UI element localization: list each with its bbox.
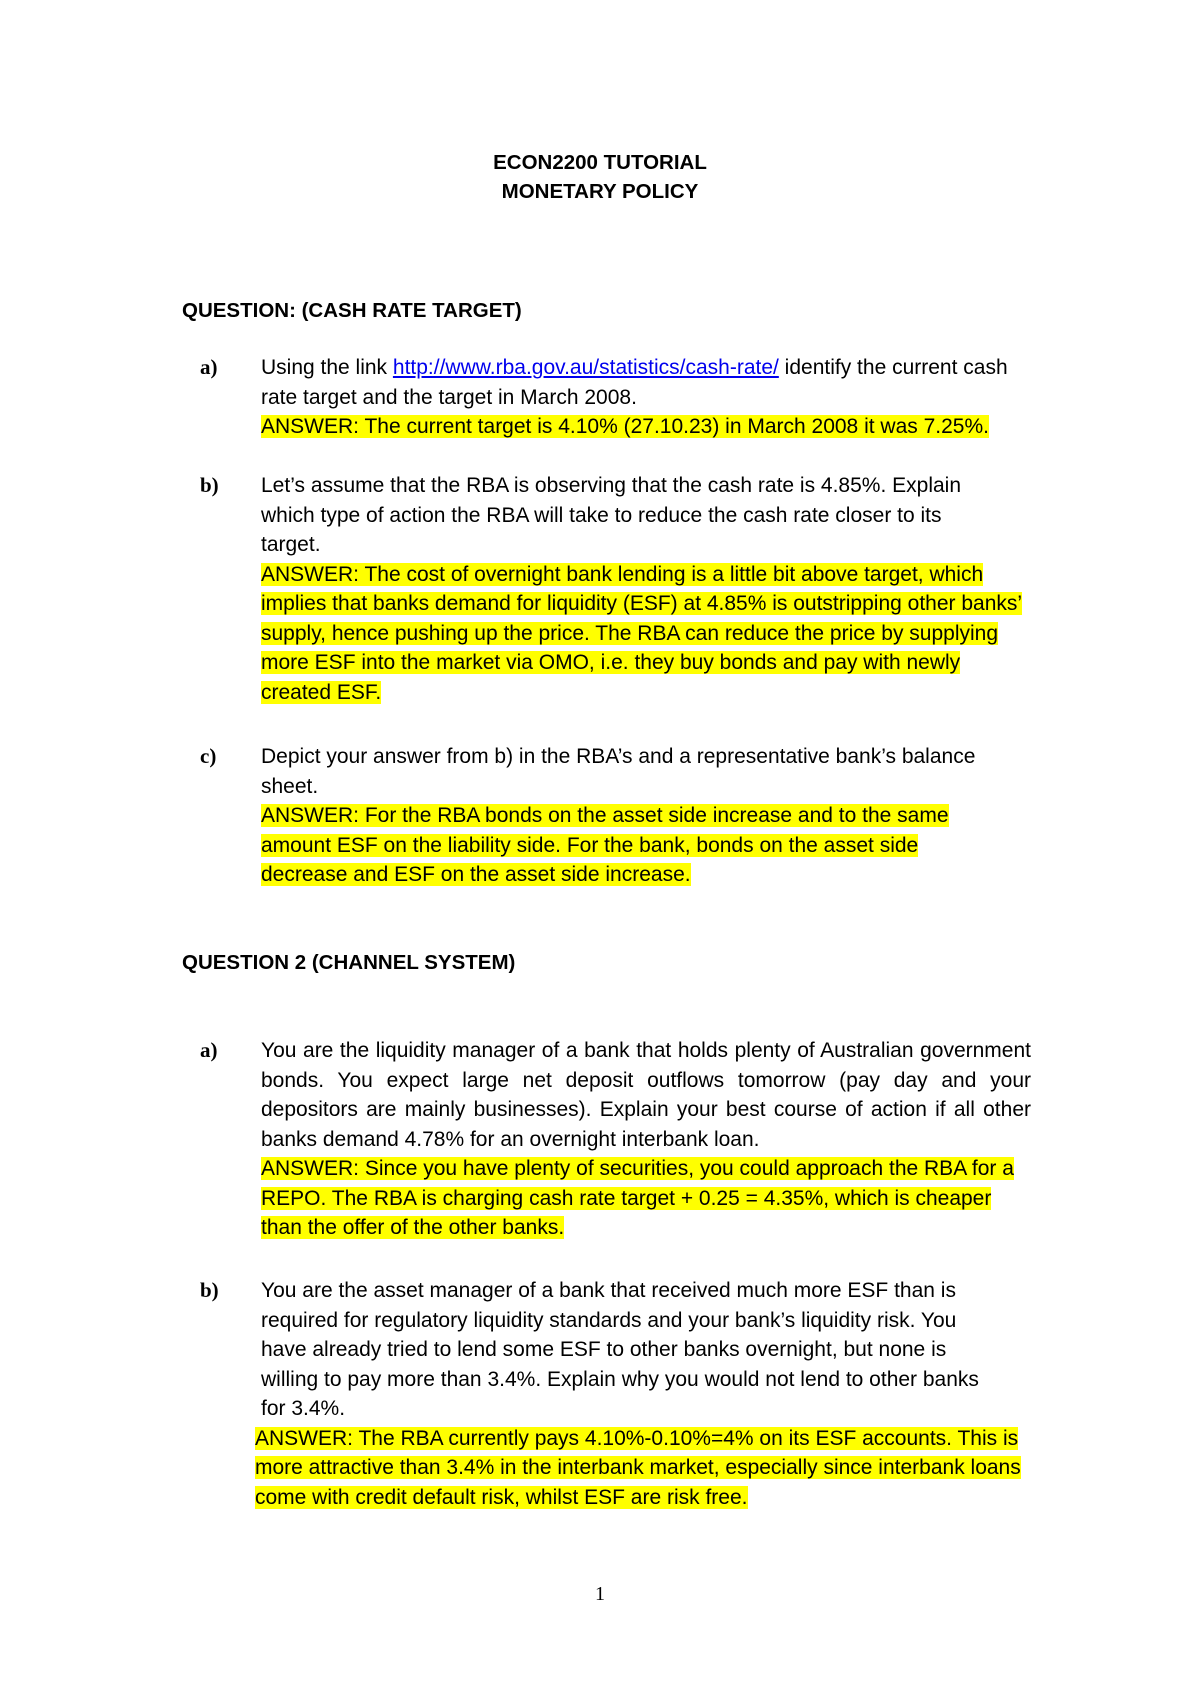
question-text-part: identify the current cash rate target and the target in March 2008.	[261, 356, 1008, 409]
answer-text: ANSWER: The RBA currently pays 4.10%-0.10%=4% on its ESF accounts. This is more attractive than 3.4% in the interbank market, especially since interbank loans come with credit default risk, whilst ESF are risk free.	[255, 1426, 1021, 1509]
item-label: b)	[200, 1278, 219, 1302]
document-subtitle: MONETARY POLICY	[501, 180, 699, 203]
section2-heading: QUESTION 2 (CHANNEL SYSTEM)	[182, 951, 516, 974]
course-title: ECON2200 TUTORIAL	[493, 151, 707, 174]
item-label: a)	[200, 1038, 218, 1062]
item-label: b)	[200, 473, 219, 497]
answer-text: ANSWER: For the RBA bonds on the asset side increase and to the same amount ESF on the liability side. For the bank, bonds on the asset side decrease and ESF on the asset side increase.	[261, 804, 949, 886]
answer-text: ANSWER: Since you have plenty of securities, you could approach the RBA for a REPO. The RBA is charging cash rate target + 0.25 = 4.35%, which is cheaper than the offer of the other banks.	[261, 1157, 1014, 1239]
answer-text: ANSWER: The cost of overnight bank lending is a little bit above target, which implies that banks demand for liquidity (ESF) at 4.85% is outstripping other banks’ supply, hence pushing up the price. The RBA can reduce the price by supplying more ESF into the market via OMO, i.e. they buy bonds and pay with newly created ESF.	[261, 562, 1023, 704]
item-label: a)	[200, 355, 218, 379]
question-text: Depict your answer from b) in the RBA’s and a representative bank’s balance sheet.	[261, 745, 976, 798]
item-body	[261, 353, 1031, 442]
item-body	[255, 1276, 1021, 1512]
title-block	[0, 148, 1200, 206]
question-text-part: Using the link	[261, 356, 393, 379]
answer-text: ANSWER: The current target is 4.10% (27.10.23) in March 2008 it was 7.25%.	[261, 415, 989, 438]
question-text	[261, 353, 1031, 412]
item-body	[261, 742, 1031, 890]
section1-heading: QUESTION: (CASH RATE TARGET)	[182, 299, 522, 322]
item-label: c)	[200, 744, 217, 768]
page-number: 1	[595, 1583, 605, 1605]
rba-cash-rate-link[interactable]: http://www.rba.gov.au/statistics/cash-rate/	[392, 356, 779, 379]
question-text: You are the asset manager of a bank that received much more ESF than is required for regulatory liquidity standards and your bank’s liquidity risk. You have already tried to lend some ESF to other banks overnight, but none is willing to pay more than 3.4%. Explain why you would not lend to other banks for 3.4%.	[261, 1279, 979, 1420]
question-text: You are the liquidity manager of a bank that holds plenty of Australian government bonds. You expect large net deposit outflows tomorrow (pay day and your depositors are mainly businesses). Explain your best course of action if all other banks demand 4.78% for an overnight interbank loan.	[261, 1039, 1031, 1151]
item-body	[261, 471, 1023, 707]
item-body	[261, 1036, 1031, 1243]
question-text: Let’s assume that the RBA is observing that the cash rate is 4.85%. Explain which type of action the RBA will take to reduce the cash rate closer to its target.	[261, 474, 962, 556]
